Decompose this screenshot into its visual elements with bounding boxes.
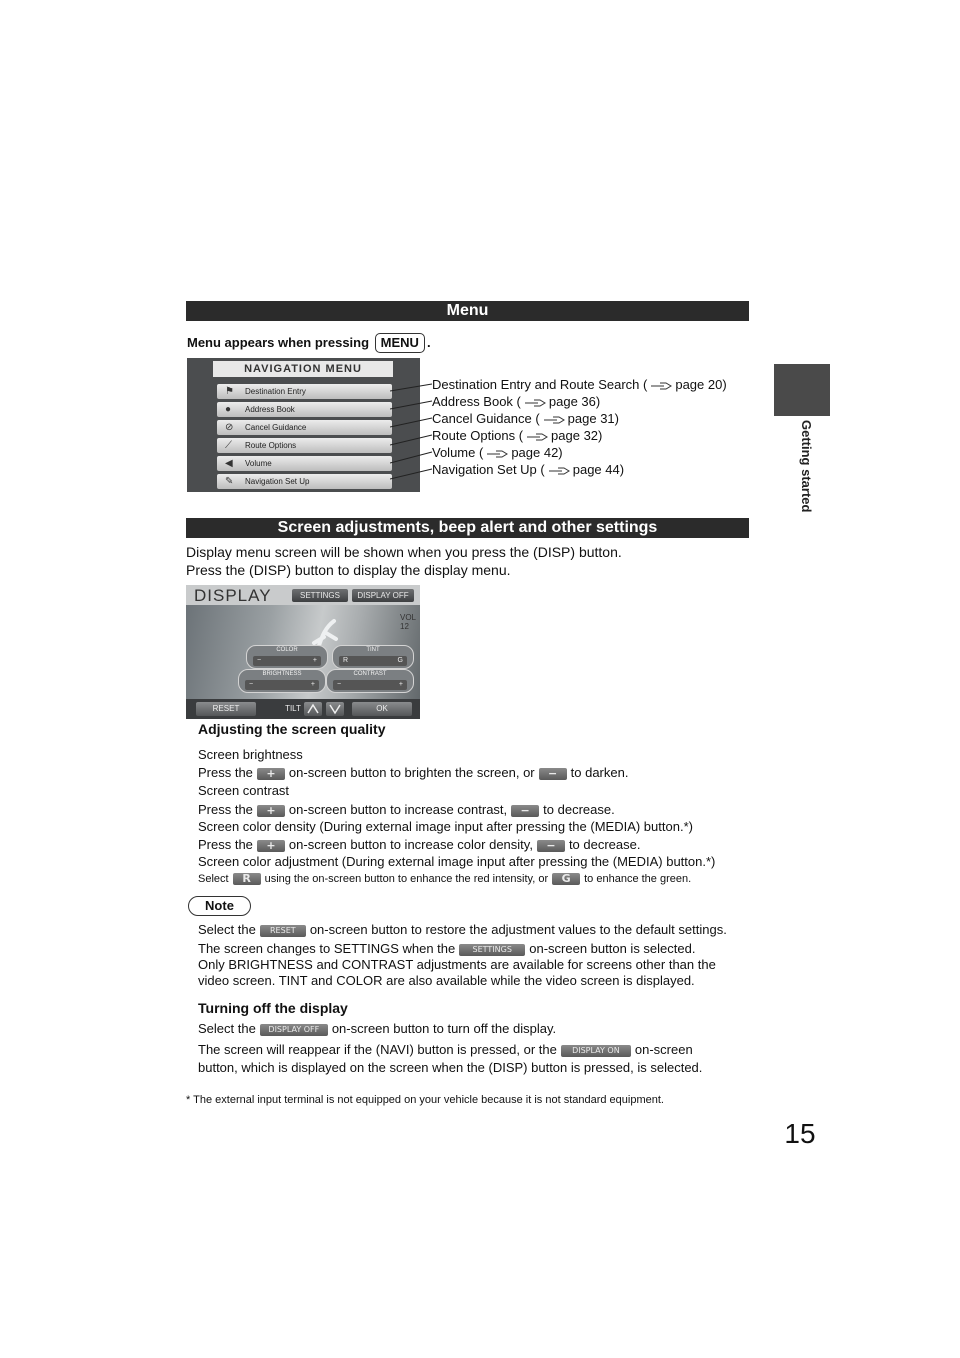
wrench-icon: ✎ [225,476,234,487]
text-fragment: using the on-screen button to enhance the red intensity, or [264,873,549,885]
nav-item-address-book [217,402,392,417]
text-fragment: Press the [198,765,253,780]
navigation-menu-screenshot [187,358,420,492]
cancel-icon: ⊘ [225,422,234,433]
note-line-4: video screen. TINT and COLOR are also available while the video screen is displayed. [198,973,695,988]
nav-item-label: Route Options [245,441,297,450]
menu-intro [187,333,431,353]
callout-address-book [432,394,600,409]
brightness-title: Screen brightness [198,747,303,762]
tilt-up-icon [304,702,322,716]
reference-hand-icon [650,381,672,391]
chapter-label: Getting started [799,420,814,513]
g-button: G [552,873,580,885]
menu-heading: Menu [186,301,749,321]
text-fragment: Select the [198,922,256,937]
color-control[interactable] [253,656,321,666]
menu-intro-text: Menu appears when pressing [187,335,370,350]
text-fragment: The screen changes to SETTINGS when the [198,941,456,956]
density-instructions [198,837,640,852]
callout-leader-lines [390,380,435,480]
reference-hand-icon [526,432,548,442]
tilt-up-button[interactable] [304,702,322,716]
nav-item-label: Volume [245,459,272,468]
text-fragment: to decrease. [568,837,641,852]
reset-onscreen-button: RESET [260,925,306,937]
turning-off-line-3: button, which is displayed on the screen when the (DISP) button is pressed, is selected. [198,1060,703,1075]
tilt-down-icon [326,702,344,716]
callout-ref: page 44) [572,462,625,477]
plus-button: + [257,805,285,817]
text-fragment: on-screen button to turn off the display. [331,1021,557,1036]
menu-intro-period: . [426,335,431,350]
text-fragment: on-screen button to increase contrast, [288,802,508,817]
text-fragment: on-screen [634,1042,693,1057]
callout-ref: page 20) [675,377,727,392]
callout-ref: page 31) [567,411,619,426]
color-label: COLOR [276,647,298,653]
minus-button: − [511,805,539,817]
adjusting-quality-heading: Adjusting the screen quality [198,721,386,737]
density-title: Screen color density (During external image input after pressing the (MEDIA) button.*) [198,819,693,834]
nav-item-route-options [217,438,392,453]
callout-destination-entry [432,377,727,392]
color-adjustment-title: Screen color adjustment (During external image input after pressing the (MEDIA) button.*) [198,854,716,869]
tint-control[interactable] [339,656,407,666]
color-panel [246,645,328,669]
text-fragment: The screen will reappear if the (NAVI) button is pressed, or the [198,1042,557,1057]
nav-item-label: Address Book [245,405,295,414]
callout-ref: page 32) [551,428,603,443]
callout-label: Address Book ( [432,394,521,409]
display-off-onscreen-button: DISPLAY OFF [260,1024,328,1036]
note-line-1 [198,922,727,937]
menu-key: MENU [375,333,425,353]
turning-off-line-1 [198,1021,556,1036]
callout-cancel-guidance [432,411,619,426]
minus-button: − [537,840,565,852]
contrast-label: CONTRAST [353,671,387,677]
nav-item-volume [217,456,392,471]
callout-label: Destination Entry and Route Search ( [432,377,648,392]
contrast-plus[interactable]: + [398,681,403,688]
volume-readout [400,613,416,631]
callout-ref: page 36) [548,394,601,409]
reference-hand-icon [548,466,570,476]
turning-off-heading: Turning off the display [198,1000,348,1016]
callout-label: Navigation Set Up ( [432,462,545,477]
callout-ref: page 42) [511,445,563,460]
flag-icon: ⚑ [225,386,234,397]
tint-label: TINT [366,647,380,653]
reference-hand-icon [486,449,508,459]
tilt-down-button[interactable] [326,702,344,716]
color-adjustment-instructions [198,873,691,885]
brightness-control[interactable] [245,680,319,690]
callout-label: Route Options ( [432,428,524,443]
contrast-minus[interactable]: − [337,681,342,688]
brightness-panel [238,669,326,693]
reference-hand-icon [543,415,565,425]
callout-label: Cancel Guidance ( [432,411,540,426]
nav-item-label: Navigation Set Up [245,477,310,486]
nav-item-destination-entry [217,384,392,399]
display-intro-1: Display menu screen will be shown when you press the (DISP) button. [186,544,622,560]
tilt-label: TILT [285,704,301,713]
contrast-panel [326,669,414,693]
display-on-onscreen-button: DISPLAY ON [561,1045,631,1057]
color-plus[interactable]: + [312,657,317,664]
plus-button: + [257,768,285,780]
vol-label: VOL [400,613,417,622]
speaker-icon: ◀ [225,458,233,469]
text-fragment: to decrease. [543,802,615,817]
turning-off-line-2 [198,1042,693,1057]
plus-button: + [257,840,285,852]
text-fragment: on-screen button to increase color density, [288,837,533,852]
text-fragment: on-screen button is selected. [529,941,696,956]
minus-button: − [539,768,567,780]
tint-g[interactable]: G [397,657,403,664]
ok-button[interactable]: OK [352,702,412,716]
color-minus[interactable]: − [257,657,262,664]
tint-panel [332,645,414,669]
reset-button[interactable]: RESET [196,702,256,716]
brightness-plus[interactable]: + [310,681,315,688]
brightness-minus[interactable]: − [249,681,254,688]
tint-r[interactable]: R [343,657,349,664]
callout-route-options [432,428,602,443]
reference-hand-icon [524,398,546,408]
settings-button[interactable]: SETTINGS [292,589,348,602]
contrast-title: Screen contrast [198,783,290,798]
text-fragment: Press the [198,802,253,817]
text-fragment: on-screen button to restore the adjustment values to the default settings. [309,922,727,937]
text-fragment: to enhance the green. [584,873,692,885]
route-icon: ⟋ [225,440,232,451]
r-button: R [233,873,261,885]
page-number: 15 [784,1118,816,1149]
nav-item-cancel-guidance [217,420,392,435]
display-off-button[interactable]: DISPLAY OFF [352,589,414,602]
text-fragment: Select [198,873,229,885]
screen-adjustments-heading: Screen adjustments, beep alert and other settings [186,518,749,538]
person-icon: ● [225,404,232,415]
display-intro-2: Press the (DISP) button to display the display menu. [186,562,511,578]
display-menu-screenshot [186,585,420,719]
note-line-2 [198,941,695,956]
footnote: * The external input terminal is not equipped on your vehicle because it is not standard equipment. [186,1094,664,1106]
note-line-3: Only BRIGHTNESS and CONTRAST adjustments are available for screens other than the [198,957,716,972]
text-fragment: Select the [198,1021,256,1036]
callout-navigation-set-up [432,462,624,477]
brightness-label: BRIGHTNESS [262,671,302,677]
callout-label: Volume ( [432,445,484,460]
nav-item-navigation-set-up [217,474,392,489]
chapter-tab [774,364,830,416]
display-title: DISPLAY [194,586,272,605]
text-fragment: to darken. [570,765,629,780]
callout-volume [432,445,563,460]
settings-onscreen-button: SETTINGS [459,944,525,956]
nav-item-label: Destination Entry [245,387,306,396]
note-label: Note [188,896,251,916]
contrast-control[interactable] [333,680,407,690]
text-fragment: Press the [198,837,253,852]
contrast-instructions [198,802,615,817]
brightness-instructions [198,765,628,780]
nav-menu-title: NAVIGATION MENU [213,361,393,377]
vol-value: 12 [400,622,409,631]
nav-item-label: Cancel Guidance [245,423,307,432]
text-fragment: on-screen button to brighten the screen, or [288,765,535,780]
